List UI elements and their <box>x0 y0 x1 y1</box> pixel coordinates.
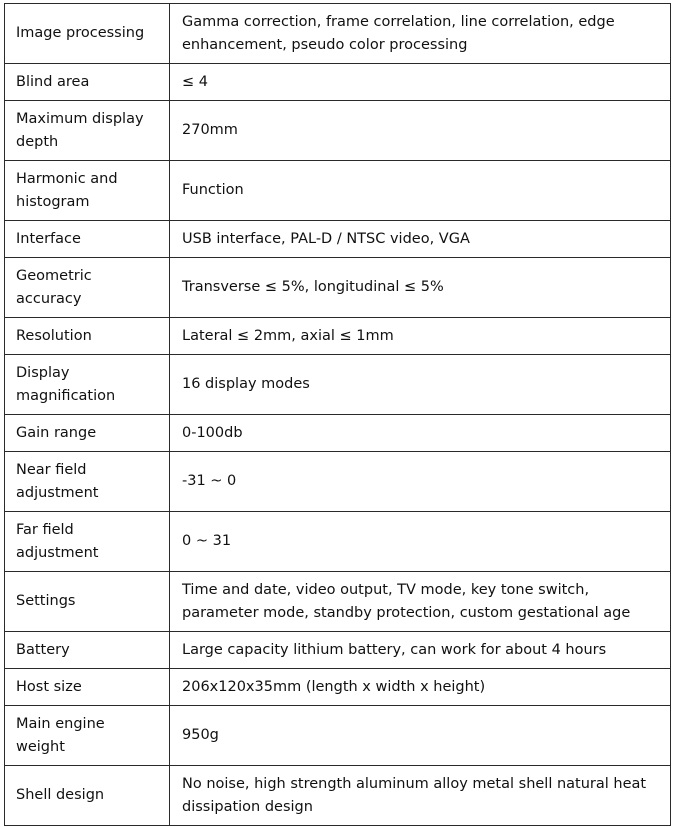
row-label: Geometric accuracy <box>5 258 170 318</box>
table-row <box>5 632 671 669</box>
row-label: Battery <box>5 632 170 669</box>
row-label: Near field adjustment <box>5 452 170 512</box>
row-label: Maximum display depth <box>5 101 170 161</box>
table-row <box>5 669 671 706</box>
table-row <box>5 258 671 318</box>
table-row <box>5 766 671 826</box>
table-row <box>5 452 671 512</box>
table-row <box>5 318 671 355</box>
table-row <box>5 221 671 258</box>
table-row <box>5 706 671 766</box>
row-label: Harmonic and histogram <box>5 161 170 221</box>
spec-table <box>4 3 671 826</box>
table-row <box>5 161 671 221</box>
row-label: Gain range <box>5 415 170 452</box>
table-row <box>5 4 671 64</box>
row-label: Image processing <box>5 4 170 64</box>
row-value: Transverse ≤ 5%, longitudinal ≤ 5% <box>170 258 671 318</box>
row-label: Host size <box>5 669 170 706</box>
row-label: Main engine weight <box>5 706 170 766</box>
row-value: ≤ 4 <box>170 64 671 101</box>
row-value: Function <box>170 161 671 221</box>
row-value: USB interface, PAL-D / NTSC video, VGA <box>170 221 671 258</box>
row-label: Settings <box>5 572 170 632</box>
table-row <box>5 512 671 572</box>
table-row <box>5 415 671 452</box>
table-row <box>5 64 671 101</box>
row-value: 16 display modes <box>170 355 671 415</box>
row-value: 0-100db <box>170 415 671 452</box>
row-label: Blind area <box>5 64 170 101</box>
table-row <box>5 355 671 415</box>
row-label: Far field adjustment <box>5 512 170 572</box>
row-value: -31 ~ 0 <box>170 452 671 512</box>
row-value: Time and date, video output, TV mode, key tone switch, parameter mode, standby protection, custom gestational age <box>170 572 671 632</box>
row-label: Interface <box>5 221 170 258</box>
row-label: Display magnification <box>5 355 170 415</box>
row-value: Gamma correction, frame correlation, line correlation, edge enhancement, pseudo color processing <box>170 4 671 64</box>
table-row <box>5 101 671 161</box>
row-label: Resolution <box>5 318 170 355</box>
row-label: Shell design <box>5 766 170 826</box>
row-value: Lateral ≤ 2mm, axial ≤ 1mm <box>170 318 671 355</box>
row-value: 0 ~ 31 <box>170 512 671 572</box>
table-row <box>5 572 671 632</box>
row-value: No noise, high strength aluminum alloy metal shell natural heat dissipation design <box>170 766 671 826</box>
row-value: 206x120x35mm (length x width x height) <box>170 669 671 706</box>
row-value: Large capacity lithium battery, can work for about 4 hours <box>170 632 671 669</box>
row-value: 950g <box>170 706 671 766</box>
row-value: 270mm <box>170 101 671 161</box>
